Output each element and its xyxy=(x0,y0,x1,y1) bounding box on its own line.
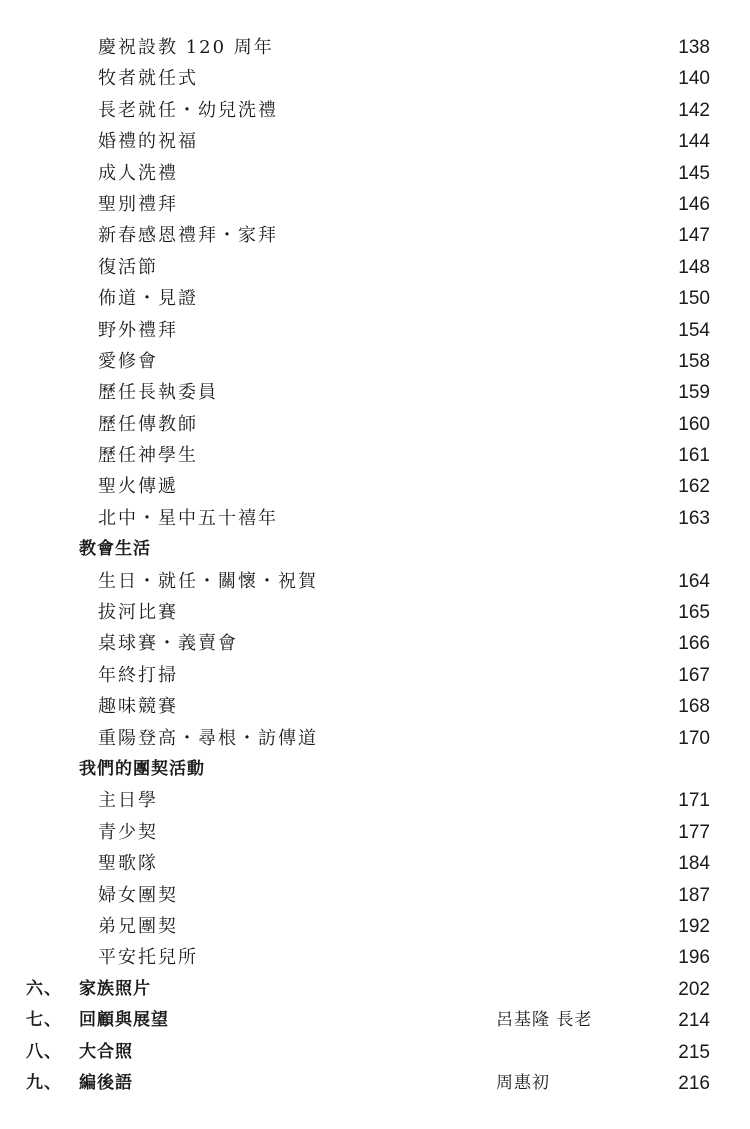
toc-entry-row xyxy=(0,32,750,63)
page-number: 166 xyxy=(678,633,710,655)
page-number: 168 xyxy=(678,696,710,718)
entry-title: 趣味競賽 xyxy=(98,696,178,718)
page-number: 196 xyxy=(678,947,710,969)
entry-title: 聖火傳遞 xyxy=(98,476,178,498)
entry-title: 歷任傳教師 xyxy=(98,413,198,435)
entry-author: 周惠初 xyxy=(496,1072,550,1093)
toc-entry-row xyxy=(0,597,750,628)
toc-entry-row xyxy=(0,158,750,189)
toc-section-heading xyxy=(0,534,750,565)
entry-title: 編後語 xyxy=(79,1072,133,1093)
entry-title: 拔河比賽 xyxy=(98,602,178,624)
entry-title: 北中・星中五十禧年 xyxy=(98,507,278,529)
page-number: 202 xyxy=(678,978,710,1000)
entry-title: 婦女團契 xyxy=(98,884,178,906)
toc-entry-row xyxy=(0,346,750,377)
entry-title: 歷任長執委員 xyxy=(98,382,218,404)
toc-entry-row xyxy=(0,283,750,314)
chapter-number: 九、 xyxy=(26,1072,62,1093)
entry-title: 教會生活 xyxy=(79,539,151,560)
chapter-number: 七、 xyxy=(26,1010,62,1031)
toc-entry-row xyxy=(0,566,750,597)
page-number: 147 xyxy=(678,225,710,247)
entry-title: 弟兄團契 xyxy=(98,915,178,937)
entry-title: 復活節 xyxy=(98,256,158,278)
page-number: 162 xyxy=(678,476,710,498)
entry-title: 平安托兒所 xyxy=(98,947,198,969)
toc-entry-row xyxy=(0,95,750,126)
page-number: 214 xyxy=(678,1010,710,1032)
page-number: 184 xyxy=(678,853,710,875)
page-number: 165 xyxy=(678,602,710,624)
page-number: 145 xyxy=(678,162,710,184)
page-number: 216 xyxy=(678,1072,710,1094)
page-number: 170 xyxy=(678,727,710,749)
page-number: 144 xyxy=(678,131,710,153)
entry-title: 牧者就任式 xyxy=(98,68,198,90)
toc-entry-row xyxy=(0,848,750,879)
page-number: 177 xyxy=(678,821,710,843)
entry-title: 大合照 xyxy=(79,1041,133,1062)
entry-title: 聖歌隊 xyxy=(98,853,158,875)
page-number: 138 xyxy=(678,37,710,58)
page-number: 192 xyxy=(678,915,710,937)
toc-entry-row xyxy=(0,723,750,754)
page-number: 158 xyxy=(678,350,710,372)
entry-title: 桌球賽・義賣會 xyxy=(98,633,238,655)
entry-title: 歷任神學生 xyxy=(98,445,198,467)
toc-entry-row xyxy=(0,189,750,220)
page-number: 164 xyxy=(678,570,710,592)
toc-section-heading xyxy=(0,754,750,785)
toc-entry-row xyxy=(0,315,750,346)
page-number: 148 xyxy=(678,256,710,278)
toc-entry-row xyxy=(0,911,750,942)
table-of-contents xyxy=(0,32,750,1099)
toc-entry-row xyxy=(0,785,750,816)
page-number: 187 xyxy=(678,884,710,906)
toc-entry-row xyxy=(0,220,750,251)
entry-title: 家族照片 xyxy=(79,978,151,999)
toc-entry-row xyxy=(0,503,750,534)
toc-entry-row xyxy=(0,817,750,848)
entry-title: 回顧與展望 xyxy=(79,1010,169,1031)
entry-title: 婚禮的祝福 xyxy=(98,131,198,153)
entry-title: 愛修會 xyxy=(98,350,158,372)
entry-title: 長老就任・幼兒洗禮 xyxy=(98,99,278,121)
toc-entry-row xyxy=(0,409,750,440)
page-number: 171 xyxy=(678,790,710,812)
entry-title: 佈道・見證 xyxy=(98,288,198,310)
toc-chapter-row xyxy=(0,1005,750,1036)
page-number: 150 xyxy=(678,288,710,310)
entry-title: 我們的團契活動 xyxy=(79,758,205,779)
toc-entry-row xyxy=(0,880,750,911)
toc-entry-row xyxy=(0,628,750,659)
toc-entry-row xyxy=(0,440,750,471)
toc-entry-row xyxy=(0,252,750,283)
page-number: 163 xyxy=(678,507,710,529)
entry-title: 成人洗禮 xyxy=(98,162,178,184)
toc-entry-row xyxy=(0,942,750,973)
entry-title: 慶祝設教 120 周年 xyxy=(98,37,274,58)
toc-entry-row xyxy=(0,377,750,408)
entry-title: 青少契 xyxy=(98,821,158,843)
toc-entry-row xyxy=(0,63,750,94)
toc-entry-row xyxy=(0,660,750,691)
toc-chapter-row xyxy=(0,974,750,1005)
page-number: 159 xyxy=(678,382,710,404)
entry-title: 野外禮拜 xyxy=(98,319,178,341)
page-number: 161 xyxy=(678,445,710,467)
page-number: 167 xyxy=(678,664,710,686)
entry-title: 主日學 xyxy=(98,790,158,812)
chapter-number: 六、 xyxy=(26,978,62,999)
entry-title: 聖別禮拜 xyxy=(98,193,178,215)
page-number: 146 xyxy=(678,193,710,215)
toc-entry-row xyxy=(0,691,750,722)
page-number: 154 xyxy=(678,319,710,341)
page-number: 142 xyxy=(678,99,710,121)
chapter-number: 八、 xyxy=(26,1041,62,1062)
toc-entry-row xyxy=(0,126,750,157)
page-number: 215 xyxy=(678,1041,710,1063)
toc-chapter-row xyxy=(0,1037,750,1068)
entry-title: 生日・就任・關懷・祝賀 xyxy=(98,570,318,592)
page-number: 140 xyxy=(678,68,710,90)
toc-entry-row xyxy=(0,471,750,502)
entry-title: 年終打掃 xyxy=(98,664,178,686)
toc-chapter-row xyxy=(0,1068,750,1099)
page-number: 160 xyxy=(678,413,710,435)
entry-title: 重陽登高・尋根・訪傳道 xyxy=(98,727,318,749)
entry-author: 呂基隆 長老 xyxy=(496,1010,593,1031)
entry-title: 新春感恩禮拜・家拜 xyxy=(98,225,278,247)
